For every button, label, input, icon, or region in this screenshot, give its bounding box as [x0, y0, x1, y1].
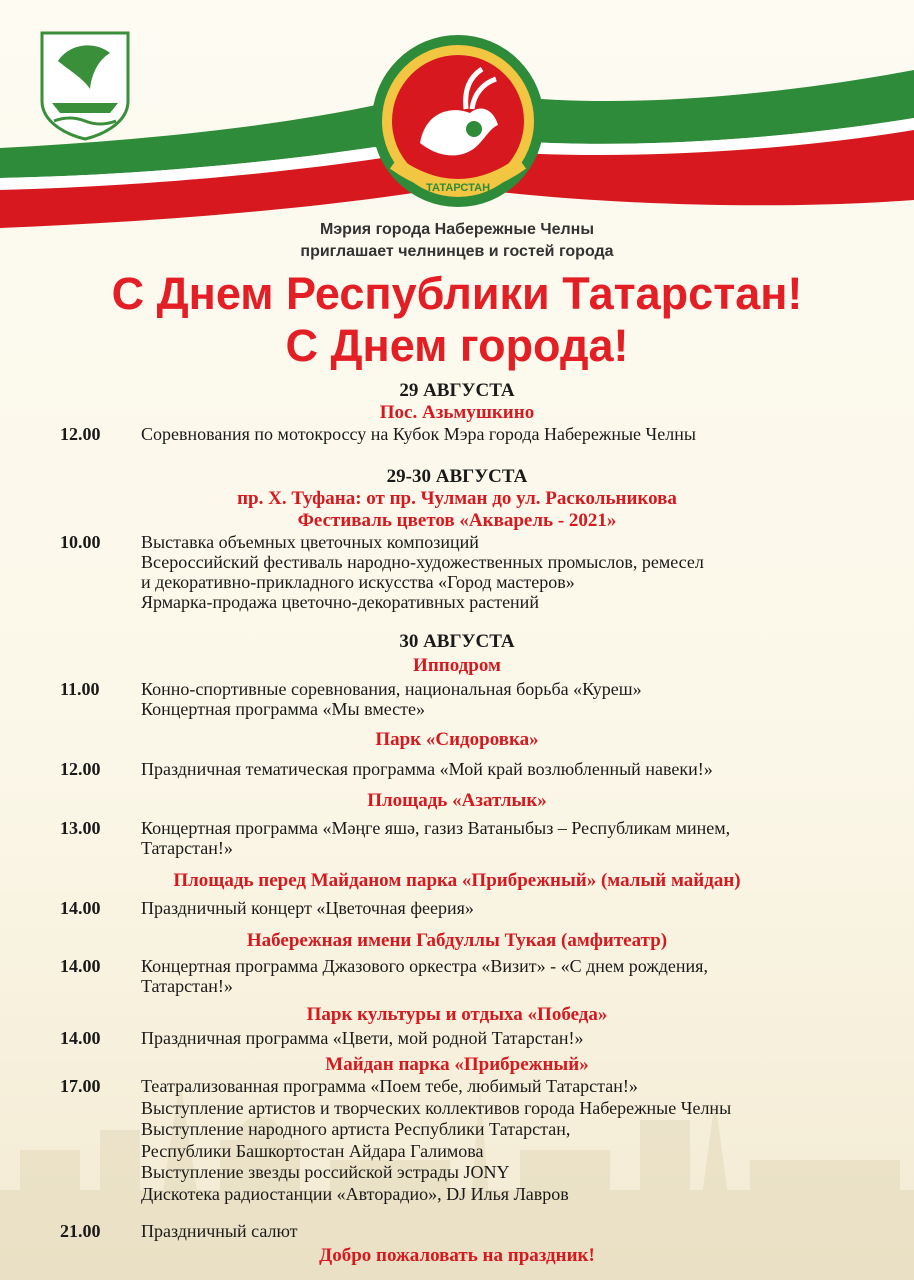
event-row: [0, 818, 914, 860]
headline-city-day: С Днем города!: [285, 320, 629, 371]
emblem-caption: ТАТАРСТАН: [425, 182, 491, 194]
venue-heading: Ипподром: [413, 655, 501, 676]
headline-republic-day: С Днем Республики Татарстан!: [111, 268, 803, 319]
venue-heading: Набережная имени Габдуллы Тукая (амфитеатр): [246, 930, 668, 951]
event-time: 11.00: [60, 679, 100, 699]
event-line: Выставка объемных цветочных композиций: [141, 532, 479, 552]
event-line: Концертная программа «Мәңге яшә, газиз Ватаныбыз – Республикам минем,: [141, 818, 731, 838]
event-text: Праздничный концерт «Цветочная феерия»: [141, 898, 474, 918]
event-line: Выступление звезды российской эстрады JONY: [141, 1162, 510, 1182]
event-time: 13.00: [60, 818, 101, 838]
tatarstan-emblem: [370, 33, 546, 209]
schedule-day-30: [0, 631, 914, 653]
event-row: [0, 759, 914, 779]
event-row: [0, 898, 914, 918]
event-fireworks: [0, 1221, 914, 1241]
date-heading: 29 АВГУСТА: [399, 380, 515, 401]
event-time: 14.00: [60, 898, 101, 918]
event-text-block: [141, 679, 861, 719]
event-row: [0, 1028, 914, 1048]
event-time: 17.00: [60, 1076, 101, 1096]
invitation-text: [0, 219, 914, 263]
event-text-block: [141, 1076, 861, 1205]
event-hippodrome: [0, 655, 914, 721]
event-row: [0, 1076, 914, 1202]
event-line: Всероссийский фестиваль народно-художественных промыслов, ремесел: [141, 552, 704, 572]
venue-heading: Пос. Азьмушкино: [379, 402, 535, 423]
event-text: Праздничный салют: [141, 1221, 298, 1241]
event-time: 14.00: [60, 956, 101, 976]
venue-heading: Майдан парка «Прибрежный»: [325, 1054, 589, 1075]
event-line: Выступление народного артиста Республики Татарстан,: [141, 1119, 571, 1139]
schedule-day-29-30: [0, 466, 914, 612]
event-line: Конно-спортивные соревнования, национальная борьба «Куреш»: [141, 679, 642, 699]
event-line: Дискотека радиостанции «Авторадио», DJ Илья Лавров: [141, 1183, 569, 1204]
event-text-block: [141, 956, 861, 996]
date-heading: 29-30 АВГУСТА: [386, 466, 528, 487]
event-text-block: [141, 818, 861, 858]
event-line: Концертная программа Джазового оркестра «Визит» - «С днем рождения,: [141, 956, 708, 976]
event-line: Концертная программа «Мы вместе»: [141, 699, 426, 719]
event-line: Ярмарка-продажа цветочно-декоративных растений: [141, 592, 539, 612]
event-pribrezhny-maidan: [0, 1054, 914, 1202]
event-row: [0, 424, 914, 444]
venue-heading: пр. Х. Туфана: от пр. Чулман до ул. Раскольникова: [237, 488, 677, 509]
venue-heading: Площадь «Азатлык»: [367, 790, 547, 811]
venue-heading: Парк культуры и отдыха «Победа»: [306, 1004, 608, 1025]
event-text-block: [141, 532, 861, 612]
event-time: 10.00: [60, 532, 101, 552]
event-time: 12.00: [60, 424, 101, 444]
event-small-maidan: [0, 870, 914, 918]
date-heading: 30 АВГУСТА: [399, 631, 515, 652]
event-row: [0, 956, 914, 998]
invitation-line-1: Мэрия города Набережные Челны: [320, 221, 594, 238]
event-text: Соревнования по мотокроссу на Кубок Мэра города Набережные Челны: [141, 424, 696, 444]
event-line: Татарстан!»: [141, 976, 233, 996]
invitation-line-2: приглашает челнинцев и гостей города: [300, 243, 614, 260]
event-time: 21.00: [60, 1221, 101, 1241]
event-text: Праздничная программа «Цвети, мой родной Татарстан!»: [141, 1028, 584, 1048]
event-tukay-embankment: [0, 930, 914, 998]
event-pobeda-park: [0, 1004, 914, 1048]
event-line: Выступление артистов и творческих коллективов города Набережные Челны: [141, 1097, 732, 1118]
event-line: Театрализованная программа «Поем тебе, любимый Татарстан!»: [141, 1076, 638, 1096]
event-line: Татарстан!»: [141, 838, 233, 858]
event-azatlyk: [0, 790, 914, 860]
venue-heading: Парк «Сидоровка»: [375, 729, 539, 750]
event-sidorovka: [0, 729, 914, 779]
event-row: [0, 679, 914, 721]
event-row: [0, 1221, 914, 1241]
venue-heading: Площадь перед Майданом парка «Прибрежный» (малый майдан): [173, 870, 741, 891]
event-row: [0, 532, 914, 612]
event-line: Республики Башкортостан Айдара Галимова: [141, 1140, 484, 1161]
event-time: 14.00: [60, 1028, 101, 1048]
event-time: 12.00: [60, 759, 101, 779]
event-text: Праздничная тематическая программа «Мой край возлюбленный навеки!»: [141, 759, 713, 779]
city-coat-of-arms: [40, 31, 130, 141]
schedule-day-29: [0, 380, 914, 444]
festival-heading: Фестиваль цветов «Акварель - 2021»: [297, 510, 617, 531]
event-line: и декоративно-прикладного искусства «Город мастеров»: [141, 572, 575, 592]
welcome-message: Добро пожаловать на праздник!: [319, 1245, 595, 1266]
